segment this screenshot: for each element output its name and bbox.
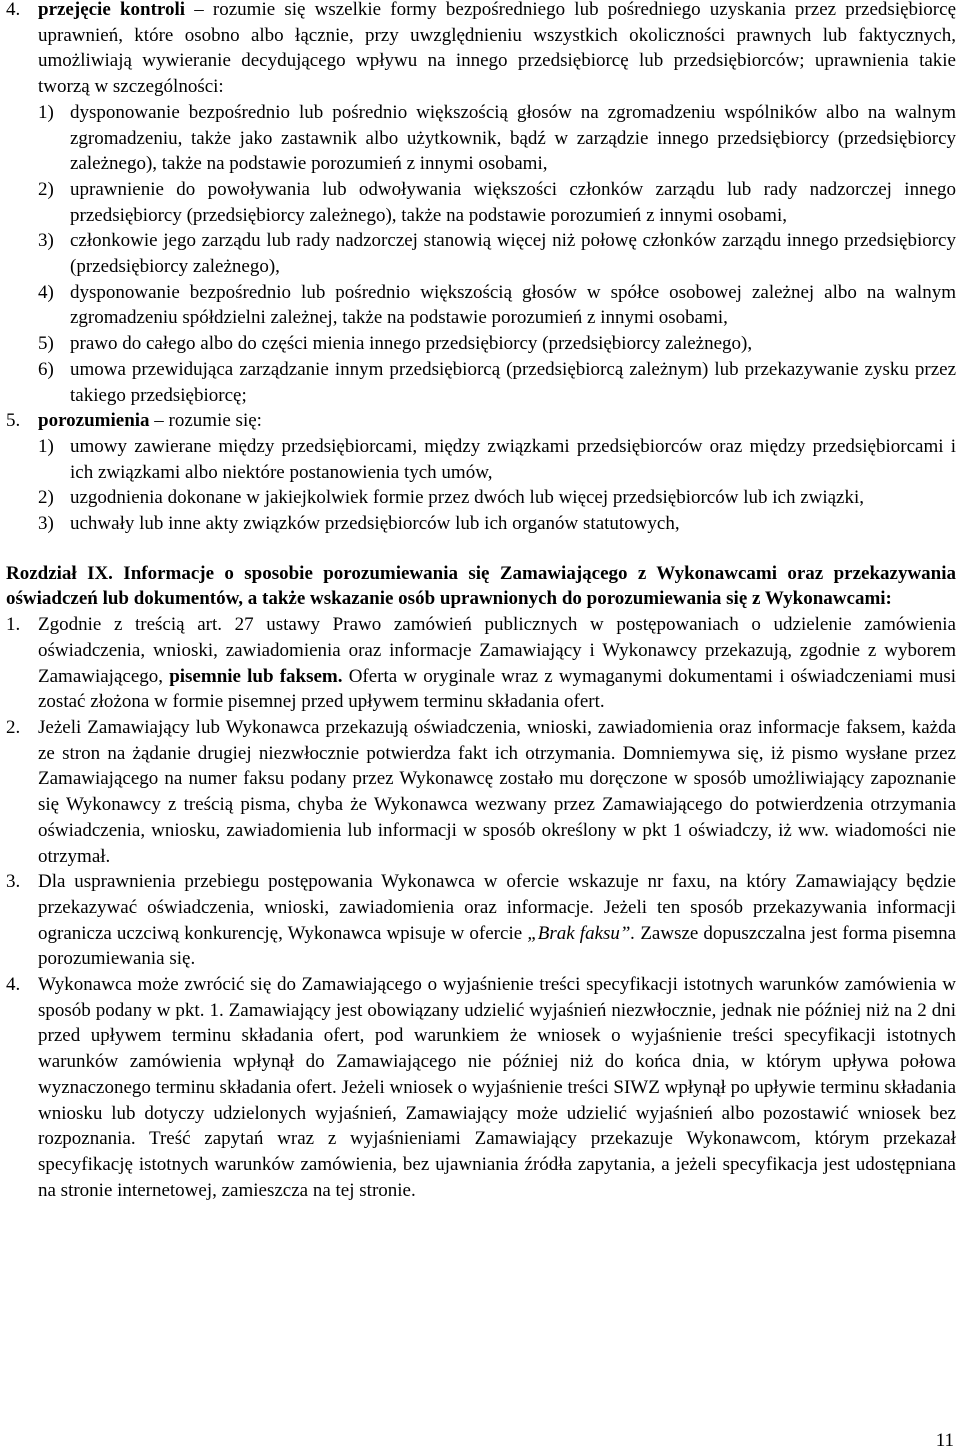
point-text — [38, 869, 956, 972]
point-1 — [6, 612, 956, 715]
document-page — [6, 0, 956, 1203]
definition-5-items — [38, 434, 956, 537]
dash: – — [149, 410, 169, 432]
point-3 — [6, 869, 956, 972]
list-item-number: 4) — [38, 281, 54, 303]
list-item — [38, 357, 956, 408]
spacer — [6, 537, 956, 561]
point-text-part: Dla usprawnienia przebiegu postępowania Wykonawca w ofercie wskazuje nr faxu, na który Zamawiający będzie przekazywać oświadczenia, wnioski, zawiadomienia oraz informacje. Jeżeli ten sposób przekazywania informacji ogranicza uczciwą konkurencję, Wykonawca wpisuje w ofercie — [38, 871, 956, 944]
list-item — [38, 331, 956, 357]
list-item-text: prawo do całego albo do części mienia innego przedsiębiorcy (przedsiębiorcy zależnego), — [70, 333, 753, 355]
definition-number: 4. — [6, 0, 21, 20]
point-text: Wykonawca może zwrócić się do Zamawiającego o wyjaśnienie treści specyfikacji istotnych warunków zamówienia w sposób podany w pkt. 1. Zamawiający jest obowiązany udzielić wyjaśnień niezwłocznie, jednak nie później niż na 2 dni przed upływem terminu składania ofert, pod warunkiem że wniosek o wyjaśnienie treści specyfikacji istotnych warunków zamówienia wpłynął do Zamawiającego nie później niż do końca dnia, w którym upływa połowa wyznaczonego terminu składania ofert. Jeżeli wniosek o wyjaśnienie treści SIWZ wpłynął po upływie terminu składania wniosku lub dotyczy udzielonych wyjaśnień, Zamawiający może udzielić wyjaśnień albo pozostawić wniosek bez rozpoznania. Treść zapytań wraz z wyjaśnieniami Zamawiający przekazuje Wykonawcom, którym przekazał specyfikację istotnych warunków zamówienia, bez ujawniania źródła zapytania, a jeżeli specyfikacja jest udostępniana na stronie internetowej, zamieszcza na tej stronie. — [38, 974, 956, 1201]
definition-5 — [6, 408, 956, 434]
definition-text — [38, 0, 956, 100]
definition-body: rozumie się: — [168, 410, 262, 432]
point-2 — [6, 715, 956, 869]
point-text-italic: „Brak faksu”. — [527, 922, 636, 944]
list-item-number: 2) — [38, 178, 54, 200]
list-item-number: 1) — [38, 101, 54, 123]
point-number: 1. — [6, 614, 21, 636]
list-item-number: 6) — [38, 358, 54, 380]
chapter-heading — [6, 561, 956, 612]
point-text-part: Oferta w oryginale wraz z wymaganymi dokumentami i oświadczeniami musi zostać złożona w formie pisemnej przed upływem terminu składania ofert. — [38, 665, 957, 713]
list-item-text: uprawnienie do powoływania lub odwoływania większości członków zarządu lub rady nadzorczej innego przedsiębiorcy (przedsiębiorcy zależnego), także na podstawie porozumień z innymi osobami, — [70, 178, 956, 226]
definition-term: przejęcie kontroli — [38, 0, 186, 20]
list-item — [38, 511, 956, 537]
list-item — [38, 177, 956, 228]
definition-text — [38, 408, 956, 434]
definition-body: rozumie się wszelkie formy bezpośredniego lub pośredniego uzyskania przez przedsiębiorcę uprawnień, które osobno albo łącznie, przy uwzględnieniu wszystkich okoliczności prawnych lub faktycznych, umożliwiają wywieranie decydującego wpływu na innego przedsiębiorcę lub przedsiębiorców; uprawnienia takie tworzą w szczególności: — [38, 0, 957, 98]
definition-4 — [6, 0, 956, 100]
list-item-text: dysponowanie bezpośrednio lub pośrednio większością głosów na zgromadzeniu wspólników albo na walnym zgromadzeniu, także jako zastawnik albo użytkownik, bądź w zarządzie innego przedsiębiorcy (przedsiębiorcy zależnego), także na podstawie porozumień z innymi osobami, — [70, 101, 956, 175]
point-text-part: Zgodnie z treścią art. 27 ustawy Prawo zamówień publicznych w postępowaniach o udzielenie zamówienia oświadczenia, wnioski, zawiadomienia oraz informacje Zamawiający i Wykonawcy przekazują, zgodnie z wyborem Zamawiającego, — [38, 614, 956, 687]
list-item-text: uchwały lub inne akty związków przedsiębiorców lub ich organów statutowych, — [70, 513, 680, 535]
chapter-title: Informacje o sposobie porozumiewania się Zamawiającego z Wykonawcami oraz przekazywania oświadczeń lub dokumentów, a także wskazanie osób uprawnionych do porozumiewania się z Wykonawcami: — [6, 562, 957, 610]
point-text-bold: pisemnie lub faksem. — [169, 665, 343, 687]
point-text — [38, 612, 956, 715]
list-item — [38, 100, 956, 177]
definition-number: 5. — [6, 410, 21, 432]
list-item-number: 3) — [38, 513, 54, 535]
list-item-text: umowy zawierane między przedsiębiorcami, między związkami przedsiębiorców oraz między przedsiębiorcami i ich związkami albo niektóre postanowienia tych umów, — [70, 435, 956, 483]
list-item-number: 1) — [38, 435, 54, 457]
list-item-text: dysponowanie bezpośrednio lub pośrednio większością głosów w spółce osobowej zależnej albo na walnym zgromadzeniu spółdzielni zależnej, także na podstawie porozumień z innymi osobami, — [70, 281, 956, 329]
list-item-number: 5) — [38, 333, 54, 355]
list-item-number: 2) — [38, 487, 54, 509]
list-item — [38, 485, 956, 511]
list-item — [38, 280, 956, 331]
list-item-text: członkowie jego zarządu lub rady nadzorczej stanowią więcej niż połowę członków zarządu innego przedsiębiorcy (przedsiębiorcy zależnego), — [70, 230, 956, 278]
chapter-label: Rozdział IX. — [6, 562, 113, 584]
page-number: 11 — [935, 1430, 954, 1451]
list-item — [38, 434, 956, 485]
dash: – — [185, 0, 213, 20]
point-4 — [6, 972, 956, 1203]
list-item-number: 3) — [38, 230, 54, 252]
point-number: 4. — [6, 974, 21, 996]
point-text: Jeżeli Zamawiający lub Wykonawca przekazują oświadczenia, wnioski, zawiadomienia oraz informacje faksem, każda ze stron na żądanie drugiej niezwłocznie potwierdza fakt ich otrzymania. Domniemywa się, iż pismo wysłane przez Zamawiającego na numer faksu podany przez Wykonawcę zostało mu doręczone w sposób umożliwiający zapoznanie się Wykonawcy z treścią pisma, chyba że Wykonawca wezwany przez Zamawiającego do potwierdzenia otrzymania oświadczenia, wniosku, zawiadomienia lub informacji w sposób określony w pkt 1 oświadczy, iż ww. wiadomości nie otrzymał. — [38, 716, 956, 867]
point-number: 3. — [6, 871, 21, 893]
point-number: 2. — [6, 716, 21, 738]
point-text-part: Zawsze dopuszczalna jest forma pisemna porozumiewania się. — [38, 922, 957, 970]
definition-term: porozumienia — [38, 410, 150, 432]
list-item-text: umowa przewidująca zarządzanie innym przedsiębiorcą (przedsiębiorcą zależnym) lub przekazywanie zysku przez takiego przedsiębiorcę; — [70, 358, 956, 406]
list-item — [38, 228, 956, 279]
list-item-text: uzgodnienia dokonane w jakiejkolwiek formie przez dwóch lub więcej przedsiębiorców lub ich związki, — [70, 487, 865, 509]
definition-4-items — [38, 100, 956, 408]
